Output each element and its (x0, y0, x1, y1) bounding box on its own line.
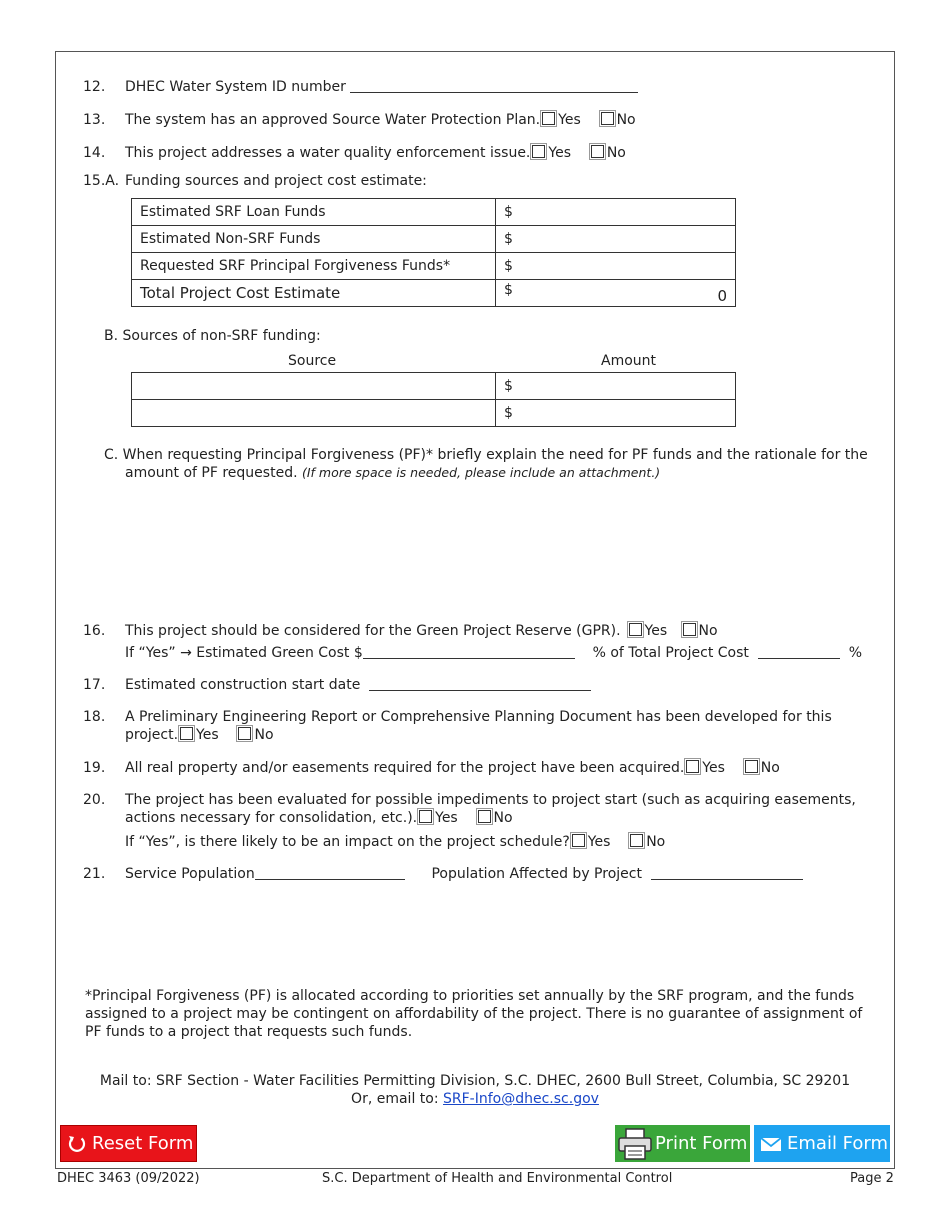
agency-name: S.C. Department of Health and Environmental Control (322, 1171, 673, 1186)
q19-no-checkbox[interactable] (745, 760, 758, 773)
q12-label: DHEC Water System ID number (125, 79, 638, 95)
footnote-line: assigned to a project may be contingent on affordability of the project. There is no guarantee of assignment of (85, 1006, 863, 1022)
source-column-header: Source (288, 353, 337, 369)
footnote-line: PF funds to a project that requests such funds. (85, 1024, 413, 1040)
q20-impact-yes-checkbox[interactable] (572, 834, 585, 847)
q21-number: 21. (83, 866, 106, 882)
q13-no-checkbox[interactable] (601, 112, 614, 125)
amount-column-header: Amount (601, 353, 657, 369)
q16-yes-checkbox[interactable] (629, 623, 642, 636)
email-line: Or, email to: SRF-Info@dhec.sc.gov (351, 1091, 599, 1107)
service-population-field[interactable] (255, 879, 405, 880)
q20-label: The project has been evaluated for possible impediments to project start (such as acquiring easements, (125, 792, 856, 808)
q15c-label: C. When requesting Principal Forgiveness (PF)* briefly explain the need for PF funds and the rationale for the (104, 447, 868, 463)
q15b-label: B. Sources of non-SRF funding: (104, 328, 321, 344)
email-form-button[interactable] (754, 1125, 890, 1162)
envelope-icon (760, 1136, 782, 1152)
table-row (132, 400, 736, 427)
print-label: Print Form (655, 1133, 748, 1154)
q13-yes-checkbox[interactable] (542, 112, 555, 125)
table-row (132, 280, 736, 307)
q16-row: This project should be considered for the Green Project Reserve (GPR). Yes No (125, 623, 718, 639)
table-row (132, 226, 736, 253)
form-id: DHEC 3463 (09/2022) (57, 1171, 200, 1186)
q18-row: project. Yes No (125, 727, 274, 743)
q15a-number: 15.A. (83, 173, 120, 189)
q18-label: A Preliminary Engineering Report or Comprehensive Planning Document has been developed for this (125, 709, 832, 725)
email-link[interactable]: SRF-Info@dhec.sc.gov (443, 1091, 599, 1107)
q20-no-checkbox[interactable] (478, 810, 491, 823)
row-label: Estimated SRF Loan Funds (132, 199, 496, 226)
footer-rule (55, 1168, 895, 1169)
source-field[interactable] (132, 400, 496, 427)
q17-row: Estimated construction start date (125, 677, 591, 693)
q19-row: All real property and/or easements required for the project have been acquired. Yes No (125, 760, 780, 776)
total-cost-field: $ 0 (496, 280, 736, 307)
page-number: Page 2 (850, 1171, 894, 1186)
q15a-label: Funding sources and project cost estimate: (125, 173, 427, 189)
system-id-field[interactable] (350, 92, 638, 93)
pf-amount-field[interactable]: $ (496, 253, 736, 280)
q14-row: This project addresses a water quality enforcement issue. Yes No (125, 145, 626, 161)
q20-row: actions necessary for consolidation, etc.). Yes No (125, 810, 513, 826)
reset-label: Reset Form (92, 1133, 194, 1154)
footnote-line: *Principal Forgiveness (PF) is allocated according to priorities set annually by the SRF program, and the funds (85, 988, 855, 1004)
srf-loan-amount-field[interactable]: $ (496, 199, 736, 226)
q20-impact-no-checkbox[interactable] (630, 834, 643, 847)
q17-number: 17. (83, 677, 106, 693)
email-label: Email Form (787, 1133, 889, 1154)
q14-no-checkbox[interactable] (591, 145, 604, 158)
pf-explanation-textarea[interactable] (125, 488, 855, 613)
table-row (132, 199, 736, 226)
q14-number: 14. (83, 145, 106, 161)
row-label: Requested SRF Principal Forgiveness Funds* (132, 253, 496, 280)
q15c-label-2: amount of PF requested. (If more space is needed, please include an attachment.) (125, 465, 661, 481)
q16-no-checkbox[interactable] (683, 623, 696, 636)
q18-yes-checkbox[interactable] (180, 727, 193, 740)
reset-form-button[interactable] (60, 1125, 197, 1162)
q20-number: 20. (83, 792, 106, 808)
affected-population-field[interactable] (651, 879, 803, 880)
q18-number: 18. (83, 709, 106, 725)
q19-number: 19. (83, 760, 106, 776)
table-row (132, 253, 736, 280)
q20-sub: If “Yes”, is there likely to be an impact on the project schedule? Yes No (125, 834, 666, 850)
footnote (85, 987, 862, 1041)
start-date-field[interactable] (369, 690, 591, 691)
non-srf-table (131, 372, 736, 427)
row-label: Estimated Non-SRF Funds (132, 226, 496, 253)
row-label: Total Project Cost Estimate (132, 280, 496, 307)
q20-yes-checkbox[interactable] (419, 810, 432, 823)
amount-field[interactable]: $ (496, 400, 736, 427)
q19-yes-checkbox[interactable] (686, 760, 699, 773)
source-field[interactable] (132, 373, 496, 400)
printer-icon (617, 1127, 653, 1161)
funding-table (131, 198, 736, 307)
reset-icon (66, 1133, 88, 1155)
q16-number: 16. (83, 623, 106, 639)
table-row (132, 373, 736, 400)
q14-yes-checkbox[interactable] (532, 145, 545, 158)
green-percent-field[interactable] (758, 658, 840, 659)
total-value: 0 (717, 286, 727, 305)
q13-row: The system has an approved Source Water Protection Plan. Yes No (125, 112, 636, 128)
q12-number: 12. (83, 79, 106, 95)
mail-instructions (55, 1072, 895, 1108)
amount-field[interactable]: $ (496, 373, 736, 400)
q13-number: 13. (83, 112, 106, 128)
q21-row: Service Population Population Affected by Project (125, 866, 803, 882)
q18-no-checkbox[interactable] (238, 727, 251, 740)
mail-address: Mail to: SRF Section - Water Facilities Permitting Division, S.C. DHEC, 2600 Bull Street, Columbia, SC 29201 (99, 1073, 851, 1089)
non-srf-amount-field[interactable]: $ (496, 226, 736, 253)
green-cost-field[interactable] (363, 658, 575, 659)
q16-sub: If “Yes” → Estimated Green Cost $ % of Total Project Cost % (125, 645, 863, 661)
print-form-button[interactable] (615, 1125, 750, 1162)
